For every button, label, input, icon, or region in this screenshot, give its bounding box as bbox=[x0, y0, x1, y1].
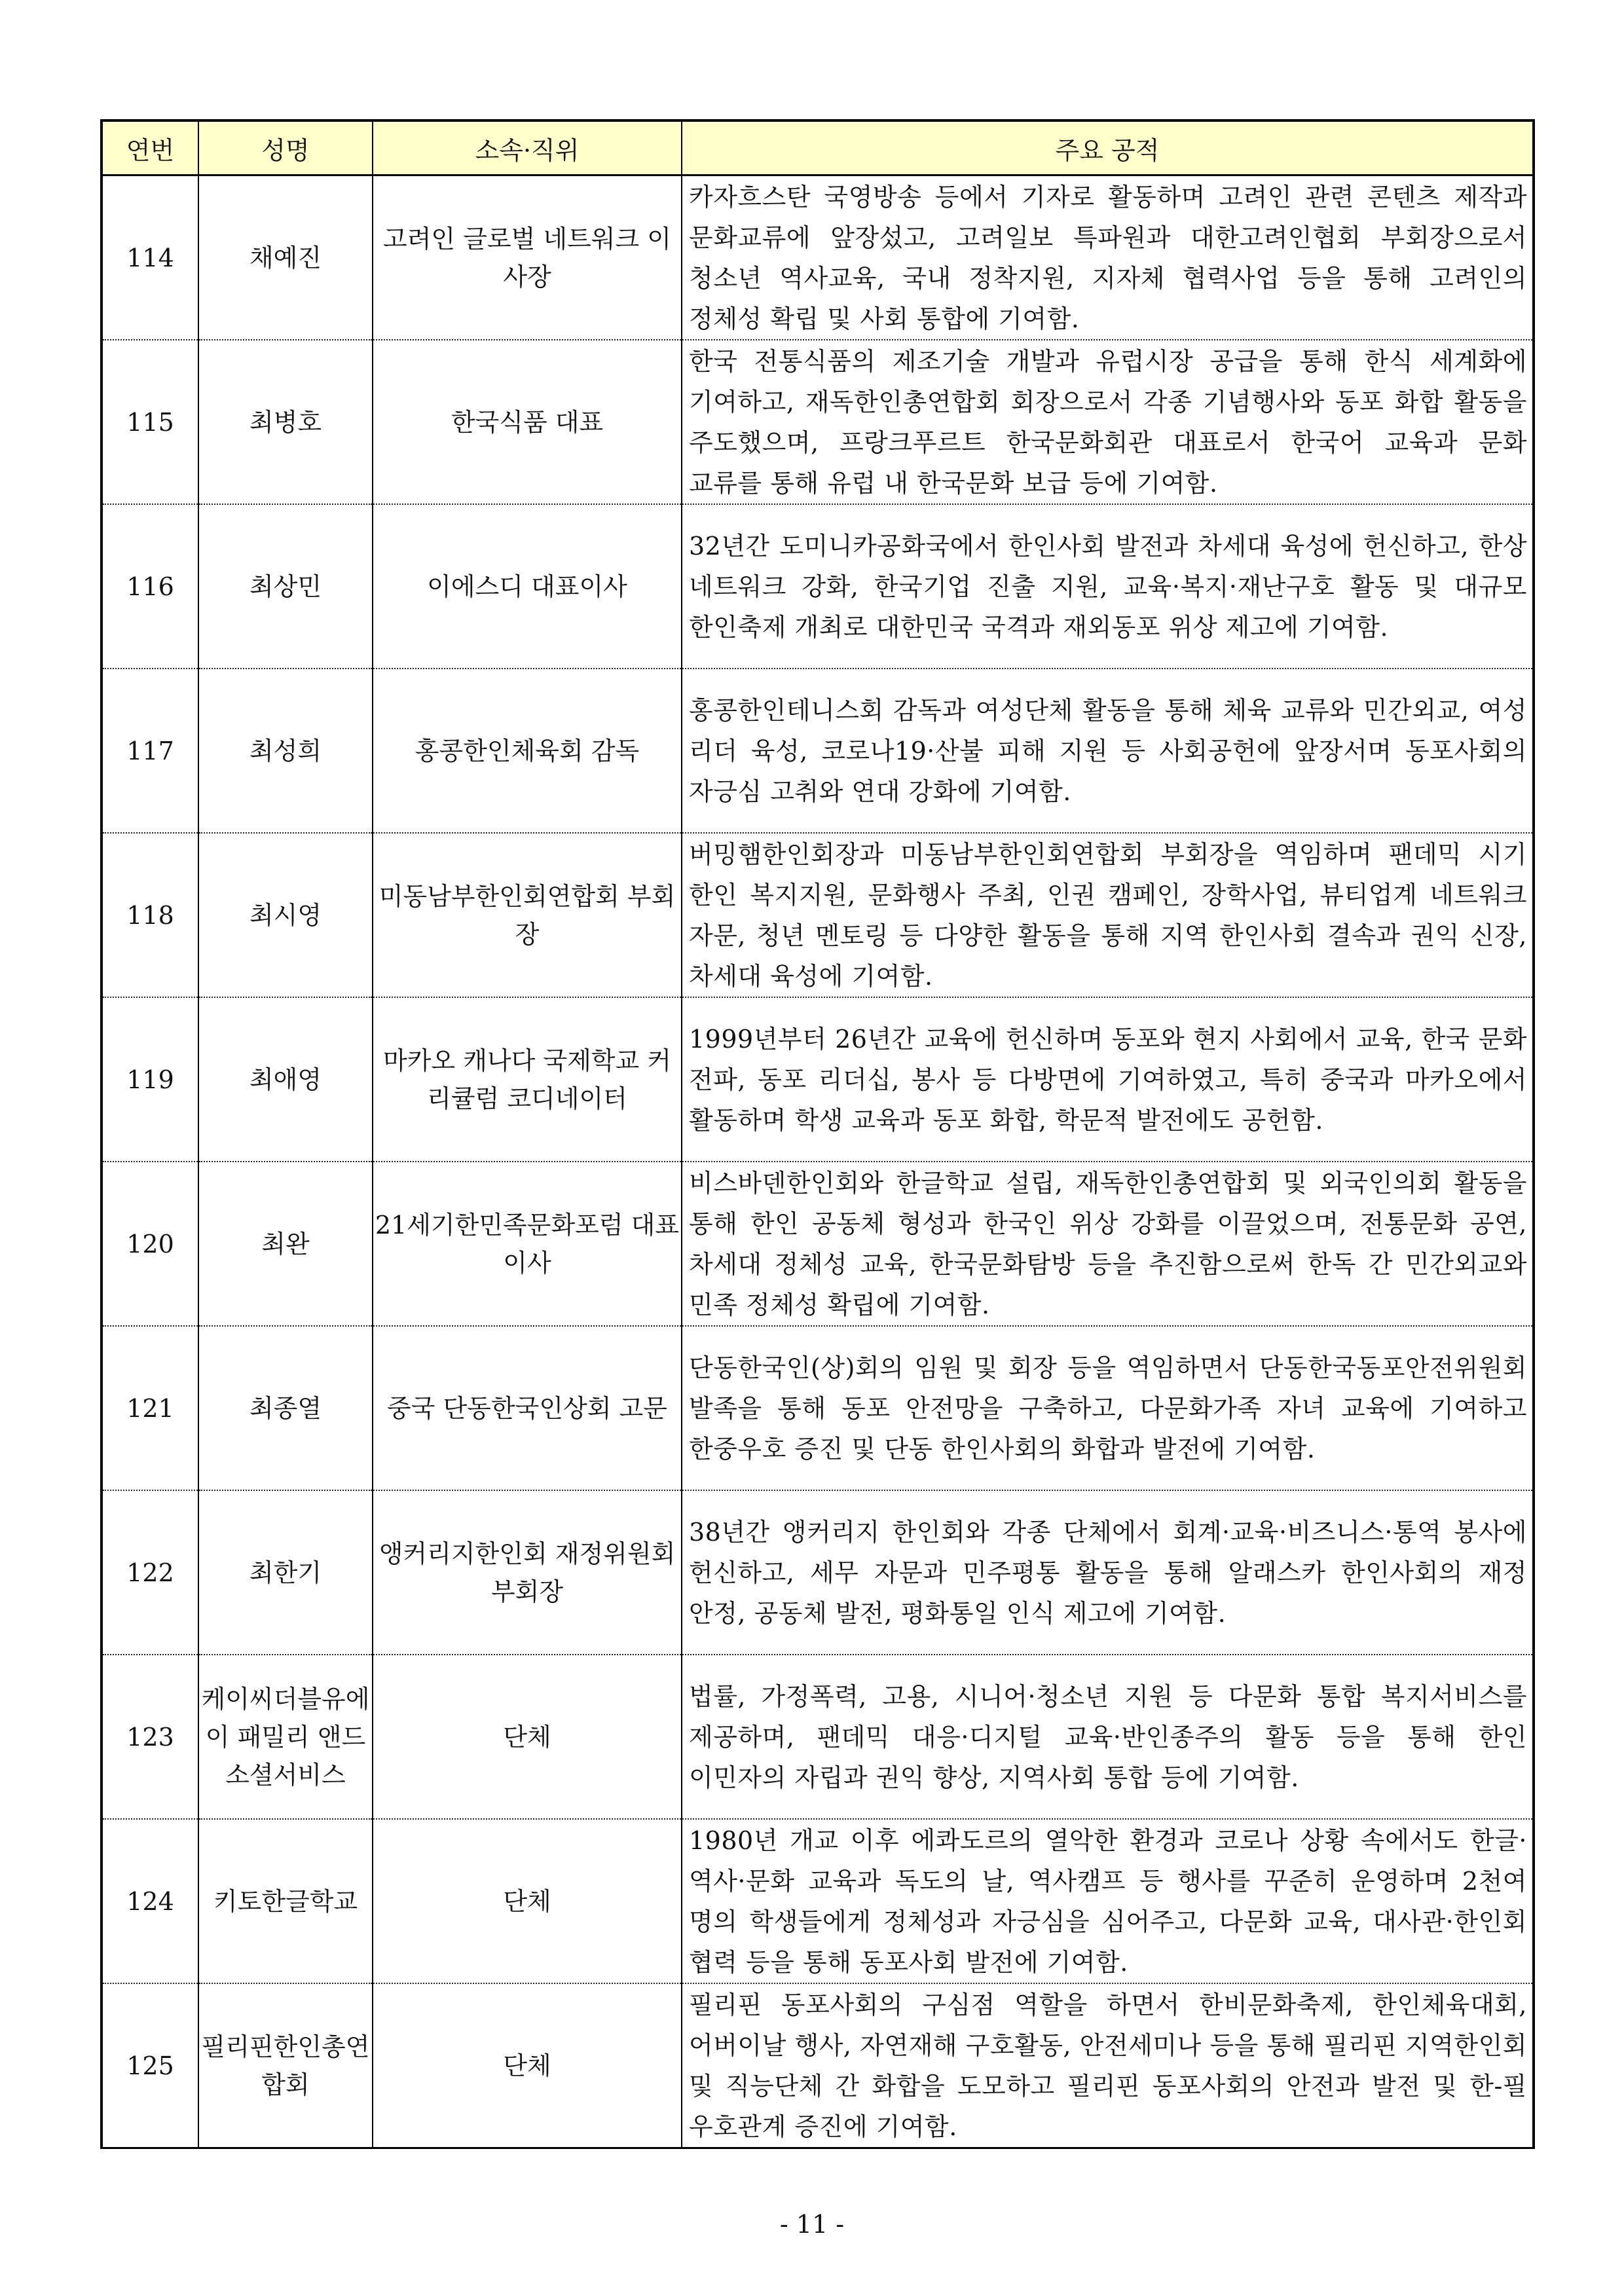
row-affiliation: 미동남부한인회연합회 부회장 bbox=[373, 833, 682, 997]
row-number: 114 bbox=[101, 175, 198, 340]
row-number: 119 bbox=[101, 997, 198, 1162]
row-affiliation: 단체 bbox=[373, 1655, 682, 1819]
row-affiliation: 이에스디 대표이사 bbox=[373, 504, 682, 669]
row-achievement: 한국 전통식품의 제조기술 개발과 유럽시장 공급을 통해 한식 세계화에 기여하고, 재독한인총연합회 회장으로서 각종 기념행사와 동포 화합 활동을 주도했으며, 프랑크푸르트 한국문화회관 대표로서 한국어 교육과 문화 교류를 통해 유럽 내 한국문화 보급 등에 기여함. bbox=[682, 340, 1534, 504]
header-no: 연번 bbox=[101, 120, 198, 175]
row-name: 케이씨더블유에이 패밀리 앤드소셜서비스 bbox=[198, 1655, 373, 1819]
awardee-table-container bbox=[100, 119, 1532, 2149]
table-header-row bbox=[101, 120, 1534, 175]
row-affiliation: 단체 bbox=[373, 1819, 682, 1983]
row-name: 최완 bbox=[198, 1162, 373, 1326]
table-row bbox=[101, 504, 1534, 669]
row-affiliation: 21세기한민족문화포럼 대표이사 bbox=[373, 1162, 682, 1326]
table-row bbox=[101, 1326, 1534, 1490]
row-number: 118 bbox=[101, 833, 198, 997]
row-name: 최종열 bbox=[198, 1326, 373, 1490]
row-affiliation: 홍콩한인체육회 감독 bbox=[373, 669, 682, 833]
row-affiliation: 고려인 글로벌 네트워크 이사장 bbox=[373, 175, 682, 340]
header-affiliation: 소속·직위 bbox=[373, 120, 682, 175]
table-row bbox=[101, 1983, 1534, 2148]
table-row bbox=[101, 175, 1534, 340]
row-name: 최성희 bbox=[198, 669, 373, 833]
row-number: 121 bbox=[101, 1326, 198, 1490]
row-number: 116 bbox=[101, 504, 198, 669]
table-row bbox=[101, 669, 1534, 833]
row-number: 125 bbox=[101, 1983, 198, 2148]
row-affiliation: 중국 단동한국인상회 고문 bbox=[373, 1326, 682, 1490]
awardee-table bbox=[100, 119, 1535, 2149]
row-achievement: 홍콩한인테니스회 감독과 여성단체 활동을 통해 체육 교류와 민간외교, 여성 리더 육성, 코로나19·산불 피해 지원 등 사회공헌에 앞장서며 동포사회의 자긍심 고취와 연대 강화에 기여함. bbox=[682, 669, 1534, 833]
row-achievement: 38년간 앵커리지 한인회와 각종 단체에서 회계·교육·비즈니스·통역 봉사에 헌신하고, 세무 자문과 민주평통 활동을 통해 알래스카 한인사회의 재정 안정, 공동체 발전, 평화통일 인식 제고에 기여함. bbox=[682, 1490, 1534, 1655]
row-name: 채예진 bbox=[198, 175, 373, 340]
row-name: 필리핀한인총연합회 bbox=[198, 1983, 373, 2148]
table-row bbox=[101, 1490, 1534, 1655]
row-number: 124 bbox=[101, 1819, 198, 1983]
row-achievement: 법률, 가정폭력, 고용, 시니어·청소년 지원 등 다문화 통합 복지서비스를 제공하며, 팬데믹 대응·디지털 교육·반인종주의 활동 등을 통해 한인 이민자의 자립과 권익 향상, 지역사회 통합 등에 기여함. bbox=[682, 1655, 1534, 1819]
row-achievement: 단동한국인(상)회의 임원 및 회장 등을 역임하면서 단동한국동포안전위원회 발족을 통해 동포 안전망을 구축하고, 다문화가족 자녀 교육에 기여하고 한중우호 증진 및 단동 한인사회의 화합과 발전에 기여함. bbox=[682, 1326, 1534, 1490]
row-number: 122 bbox=[101, 1490, 198, 1655]
row-achievement: 필리핀 동포사회의 구심점 역할을 하면서 한비문화축제, 한인체육대회, 어버이날 행사, 자연재해 구호활동, 안전세미나 등을 통해 필리핀 지역한인회 및 직능단체 간 화합을 도모하고 필리핀 동포사회의 안전과 발전 및 한-필 우호관계 증진에 기여함. bbox=[682, 1983, 1534, 2148]
row-achievement: 32년간 도미니카공화국에서 한인사회 발전과 차세대 육성에 헌신하고, 한상 네트워크 강화, 한국기업 진출 지원, 교육·복지·재난구호 활동 및 대규모 한인축제 개최로 대한민국 국격과 재외동포 위상 제고에 기여함. bbox=[682, 504, 1534, 669]
row-affiliation: 단체 bbox=[373, 1983, 682, 2148]
row-achievement: 카자흐스탄 국영방송 등에서 기자로 활동하며 고려인 관련 콘텐츠 제작과 문화교류에 앞장섰고, 고려일보 특파원과 대한고려인협회 부회장으로서 청소년 역사교육, 국내 정착지원, 지자체 협력사업 등을 통해 고려인의 정체성 확립 및 사회 통합에 기여함. bbox=[682, 175, 1534, 340]
table-row bbox=[101, 1819, 1534, 1983]
row-name: 최상민 bbox=[198, 504, 373, 669]
row-achievement: 버밍햄한인회장과 미동남부한인회연합회 부회장을 역임하며 팬데믹 시기 한인 복지지원, 문화행사 주최, 인권 캠페인, 장학사업, 뷰티업계 네트워크 자문, 청년 멘토링 등 다양한 활동을 통해 지역 한인사회 결속과 권익 신장, 차세대 육성에 기여함. bbox=[682, 833, 1534, 997]
row-number: 115 bbox=[101, 340, 198, 504]
table-row bbox=[101, 997, 1534, 1162]
row-affiliation: 한국식품 대표 bbox=[373, 340, 682, 504]
row-name: 키토한글학교 bbox=[198, 1819, 373, 1983]
row-achievement: 비스바덴한인회와 한글학교 설립, 재독한인총연합회 및 외국인의회 활동을 통해 한인 공동체 형성과 한국인 위상 강화를 이끌었으며, 전통문화 공연, 차세대 정체성 교육, 한국문화탐방 등을 추진함으로써 한독 간 민간외교와 민족 정체성 확립에 기여함. bbox=[682, 1162, 1534, 1326]
table-row bbox=[101, 1655, 1534, 1819]
row-affiliation: 앵커리지한인회 재정위원회 부회장 bbox=[373, 1490, 682, 1655]
row-name: 최애영 bbox=[198, 997, 373, 1162]
row-name: 최한기 bbox=[198, 1490, 373, 1655]
row-number: 117 bbox=[101, 669, 198, 833]
header-name: 성명 bbox=[198, 120, 373, 175]
row-name: 최시영 bbox=[198, 833, 373, 997]
row-number: 120 bbox=[101, 1162, 198, 1326]
row-number: 123 bbox=[101, 1655, 198, 1819]
table-body bbox=[101, 175, 1534, 2148]
table-row bbox=[101, 340, 1534, 504]
table-row bbox=[101, 1162, 1534, 1326]
row-affiliation: 마카오 캐나다 국제학교 커리큘럼 코디네이터 bbox=[373, 997, 682, 1162]
page-number: - 11 - bbox=[779, 2210, 845, 2239]
row-name: 최병호 bbox=[198, 340, 373, 504]
row-achievement: 1980년 개교 이후 에콰도르의 열악한 환경과 코로나 상황 속에서도 한글·역사·문화 교육과 독도의 날, 역사캠프 등 행사를 꾸준히 운영하며 2천여 명의 학생들에게 정체성과 자긍심을 심어주고, 다문화 교육, 대사관·한인회 협력 등을 통해 동포사회 발전에 기여함. bbox=[682, 1819, 1534, 1983]
row-achievement: 1999년부터 26년간 교육에 헌신하며 동포와 현지 사회에서 교육, 한국 문화 전파, 동포 리더십, 봉사 등 다방면에 기여하였고, 특히 중국과 마카오에서 활동하며 학생 교육과 동포 화합, 학문적 발전에도 공헌함. bbox=[682, 997, 1534, 1162]
header-achievement: 주요 공적 bbox=[682, 120, 1534, 175]
table-row bbox=[101, 833, 1534, 997]
